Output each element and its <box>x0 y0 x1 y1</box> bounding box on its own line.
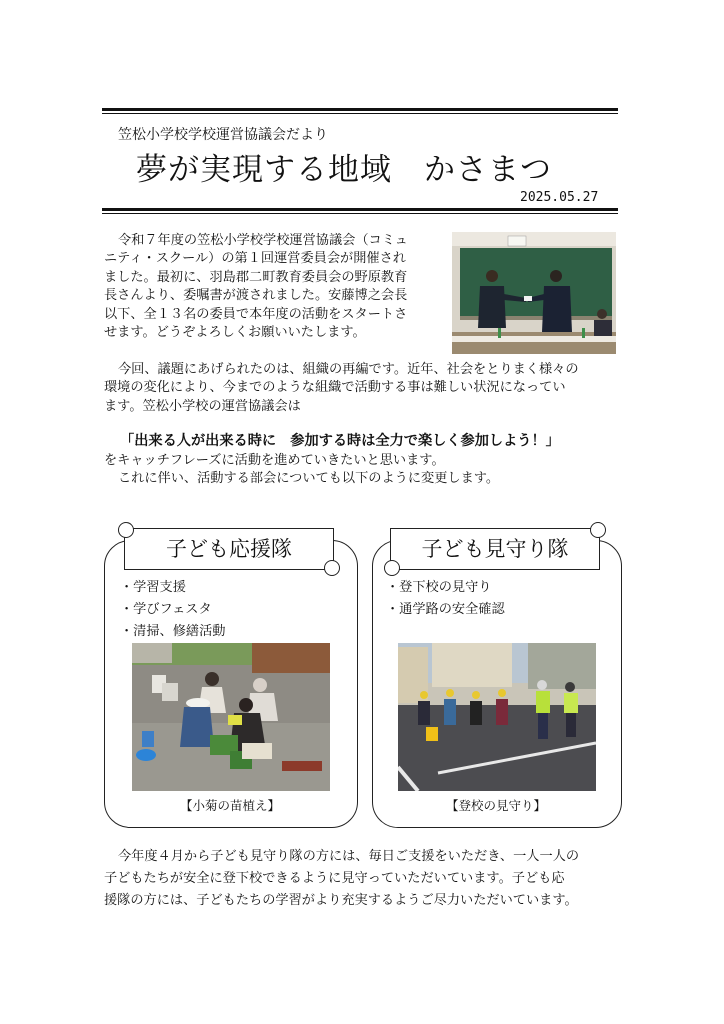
header-rule-bottom-thin <box>102 213 618 214</box>
watch-photo-caption: 【登校の見守り】 <box>446 798 547 813</box>
agenda-line-1: 今回、議題にあげられたのは、組織の再編です。近年、社会をとりまく様々の <box>118 362 579 377</box>
support-banner-curl-left <box>118 522 134 538</box>
catchphrase-paragraph <box>104 452 624 489</box>
closing-line-1: 今年度４月から子ども見守り隊の方には、毎日ご支援をいただき、一人一人の <box>118 849 580 864</box>
flower-planting-photo <box>132 643 330 791</box>
support-item-2: ・学びフェスタ <box>120 602 212 617</box>
closing-line-3: 援隊の方には、子どもたちの学習がより充実するようご尽力いただいています。 <box>104 893 578 908</box>
change-line: これに伴い、活動する部会についても以下のように変更します。 <box>118 471 500 487</box>
watch-item-1: ・登下校の見守り <box>386 580 492 595</box>
watch-team-list <box>386 577 505 621</box>
support-team-title: 子ども応援隊 <box>166 537 292 561</box>
watch-team-title: 子ども見守り隊 <box>421 537 569 561</box>
agenda-line-3: ます。笠松小学校の運営協議会は <box>104 398 301 414</box>
closing-paragraph <box>104 846 624 912</box>
closing-line-2: 子どもたちが安全に登下校できるように見守っていただいています。子ども応 <box>104 871 565 886</box>
meeting-photo <box>452 232 616 354</box>
support-item-3: ・清掃、修繕活動 <box>120 624 226 639</box>
agenda-paragraph <box>104 361 624 416</box>
newsletter-title: 夢が実現する地域 かさまつ <box>136 152 552 188</box>
watch-banner-curl-left <box>384 560 400 576</box>
intro-line-2: ニティ・スクール）の第１回運営委員会が開催され <box>104 251 406 267</box>
support-banner-curl-right <box>324 560 340 576</box>
intro-line-5: 以下、全１３名の委員で本年度の活動をスタートさ <box>104 306 408 322</box>
header-rule-bottom-thick <box>102 208 618 211</box>
header-rule-top-thick <box>102 108 618 111</box>
watch-banner-curl-right <box>590 522 606 538</box>
support-item-1: ・学習支援 <box>120 580 186 595</box>
support-team-list <box>120 577 226 643</box>
intro-line-3: ました。最初に、羽島郡二町教育委員会の野原教育 <box>104 269 408 285</box>
intro-paragraph <box>104 232 444 342</box>
issue-date: 2025.05.27 <box>520 190 599 205</box>
support-team-banner <box>124 528 334 570</box>
watch-item-2: ・通学路の安全確認 <box>386 602 505 617</box>
slogan: 「出来る人が出来る時に 参加する時は全力で楽しく参加しよう！」 <box>120 433 560 449</box>
school-commute-photo <box>398 643 596 791</box>
organization-name: 笠松小学校学校運営協議会だより <box>118 127 328 143</box>
intro-line-6: せます。どうぞよろしくお願いいたします。 <box>104 325 366 341</box>
agenda-line-2: 環境の変化により、今までのような組織で活動する事は難しい状況になってい <box>104 380 566 396</box>
watch-team-banner <box>390 528 600 570</box>
support-photo-caption: 【小菊の苗植え】 <box>180 798 281 813</box>
intro-line-4: 長さんより、委嘱書が渡されました。安藤博之会長 <box>104 288 408 304</box>
catchphrase-line: をキャッチフレーズに活動を進めていきたいと思います。 <box>104 453 445 468</box>
intro-line-1: 令和７年度の笠松小学校学校運営協議会（コミュ <box>118 233 408 248</box>
header-rule-top-thin <box>102 113 618 114</box>
